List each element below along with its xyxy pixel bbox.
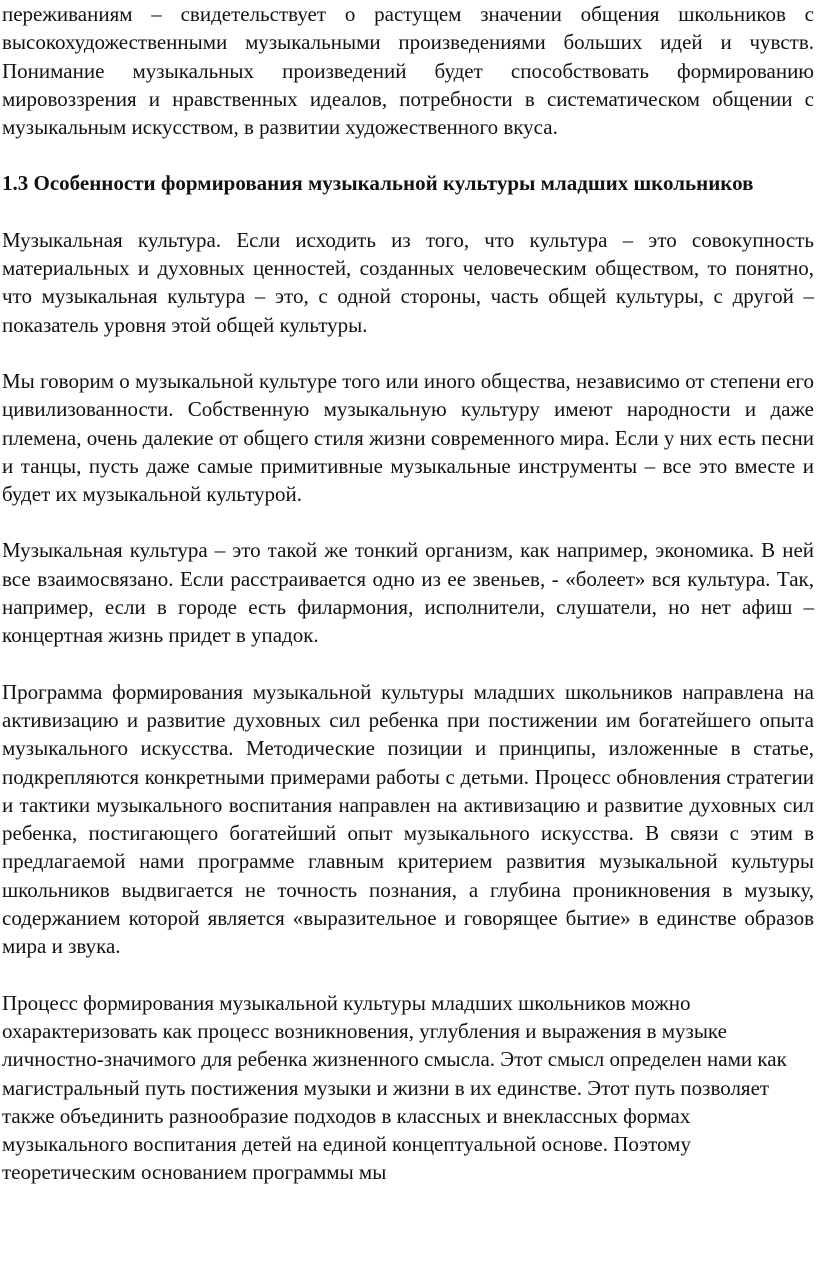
paragraph-music-culture-definition: Музыкальная культура. Если исходить из того, что культура – это совокупность материальных и духовных ценностей, созданных человеческим обществом, то понятно, что музыкальная культура – это, с одной стороны, часть общей культуры, с другой – показатель уровня этой общей культуры.	[2, 227, 814, 337]
section-heading: 1.3 Особенности формирования музыкальной культуры младших школьников	[2, 171, 754, 196]
paragraph-continuation: переживаниям – свидетельствует о растущем значении общения школьников с высокохудожественными музыкальными произведениями больших идей и чувств. Понимание музыкальных произведений будет способствовать формированию мировоззрения и нравственных идеалов, потребности в систематическом общении с музыкальным искусством, в развитии художественного вкуса.	[2, 2, 814, 140]
paragraph-program-description: Программа формирования музыкальной культуры младших школьников направлена на активизацию и развитие духовных сил ребенка при постижении им богатейшего опыта музыкального искусства. Методические позиции и принципы, изложенные в статье, подкрепляются конкретными примерами работы с детьми. Процесс обновления стратегии и тактики музыкального воспитания направлен на активизацию и развитие духовных сил ребенка, постигающего богатейший опыт музыкального искусства. В связи с этим в предлагаемой нами программе главным критерием развития музыкальной культуры школьников выдвигается не точность познания, а глубина проникновения в музыку, содержанием которой является «выразительное и говорящее бытие» в единстве образов мира и звука.	[2, 679, 814, 959]
paragraph-music-culture-organism: Музыкальная культура – это такой же тонкий организм, как например, экономика. В ней все взаимосвязано. Если расстраивается одно из ее звеньев, - «болеет» вся культура. Так, например, если в городе есть филармония, исполнители, слушатели, но нет афиш – концертная жизнь придет в упадок.	[2, 538, 814, 648]
paragraph-society-music-culture: Мы говорим о музыкальной культуре того или иного общества, независимо от степени его цивилизованности. Собственную музыкальную культуру имеют народности и даже племена, очень далекие от общего стиля жизни современного мира. Если у них есть песни и танцы, пусть даже самые примитивные музыкальные инструменты – все это вместе и будет их музыкальной культурой.	[2, 368, 814, 507]
paragraph-formation-process: Процесс формирования музыкальной культуры младших школьников можно охарактеризовать как процесс возникновения, углубления и выражения в музыке личностно-значимого для ребенка жизненного смысла. Этот смысл определен нами как магистральный путь постижения музыки и жизни в их единстве. Этот путь позволяет также объединить разнообразие подходов в классных и внеклассных формах музыкального воспитания детей на единой концептуальной основе. Поэтому теоретическим основанием программы мы	[2, 990, 787, 1185]
